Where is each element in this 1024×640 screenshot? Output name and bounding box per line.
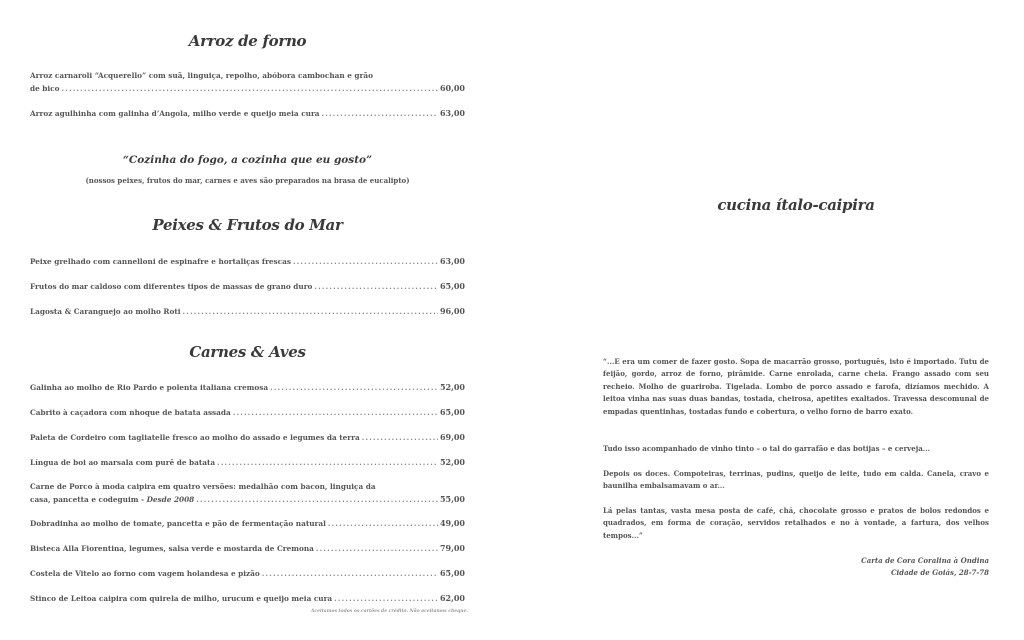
quote-paragraph: Depois os doces. Compoteiras, terrinas, pudins, queijo de leite, tudo em calda. Canela, cravo e baunilha embalsamavam o ar... — [603, 469, 989, 491]
menu-item-price: 63,00 — [439, 108, 465, 118]
menu-item-price: 49,00 — [439, 518, 465, 528]
menu-item-price: 55,00 — [439, 494, 465, 504]
menu-item-name: Stinco de Leitoa caipira com quirela de milho, urucum e queijo meia cura — [30, 594, 333, 603]
leader-dots — [316, 543, 438, 555]
menu-item-name: Frutos do mar caldoso com diferentes tipos de massas de grano duro — [30, 282, 313, 291]
menu-item-name: Peixe grelhado com cannelloni de espinafre e hortaliças frescas — [30, 257, 291, 266]
quote-paragraph: Lá pelas tantas, vasta mesa posta de café, chá, chocolate grosso e pratos de bolos redondos e quadrados, em forma de coração, servidos retalhados e no à vontade, a fartura, dos velhos tempos...” — [603, 506, 989, 540]
menu-item-name: Língua de boi ao marsala com purê de batata — [30, 458, 216, 467]
section-title-peixes: Peixes & Frutos do Mar — [152, 216, 343, 234]
leader-dots — [328, 518, 438, 530]
leader-dots — [183, 306, 438, 318]
menu-item-name: Paleta de Cordeiro com tagliatelle fresco ao molho do assado e legumes da terra — [30, 433, 360, 442]
leader-dots — [196, 494, 438, 506]
menu-item — [30, 431, 465, 444]
menu-item — [30, 305, 465, 318]
menu-item — [30, 107, 465, 120]
menu-item-price: 52,00 — [439, 382, 465, 392]
menu-item-price: 60,00 — [439, 83, 465, 93]
menu-item-price: 65,00 — [439, 407, 465, 417]
leader-dots — [334, 593, 438, 605]
menu-item-price: 52,00 — [439, 457, 465, 467]
menu-item-name: Carne de Porco à moda caipira em quatro versões: medalhão com bacon, linguiça da — [30, 482, 376, 491]
menu-item-name: Lagosta & Caranguejo ao molho Roti — [30, 307, 181, 316]
menu-item-price: 69,00 — [439, 432, 465, 442]
menu-item-price: 63,00 — [439, 256, 465, 266]
menu-item — [30, 406, 465, 419]
leader-dots — [262, 568, 438, 580]
menu-item-price: 65,00 — [439, 281, 465, 291]
menu-item — [30, 255, 465, 268]
menu-item — [30, 481, 465, 506]
leader-dots — [293, 256, 438, 268]
menu-item-price: 96,00 — [439, 306, 465, 316]
leader-dots — [217, 457, 438, 469]
quote-paragraph: Tudo isso acompanhado de vinho tinto – o tal do garrafão e das botijas – e cerveja... — [603, 444, 931, 453]
menu-item-name: Dobradinha ao molho de tomate, pancetta e pão de fermentação natural — [30, 519, 326, 528]
since-label: Desde 2008 — [146, 495, 195, 504]
menu-item-name: Galinha ao molho de Rio Pardo e polenta italiana cremosa — [30, 383, 269, 392]
menu-item — [30, 280, 465, 293]
menu-item — [30, 381, 465, 394]
menu-item — [30, 517, 465, 530]
menu-item-name-cont: casa, pancetta e codeguim - Desde 2008 — [30, 495, 195, 504]
leader-dots — [314, 281, 438, 293]
signature-line: Carta de Cora Coralina à Ondina — [861, 556, 989, 565]
leader-dots — [270, 382, 438, 394]
menu-item-price: 65,00 — [439, 568, 465, 578]
menu-item-name: Arroz agulhinha com galinha d’Angola, milho verde e queijo meia cura — [30, 109, 320, 118]
menu-item-name: Arroz carnaroli “Acquerello” com suã, linguiça, repolho, abóbora cambochan e grão — [30, 71, 373, 80]
menu-item-price: 62,00 — [439, 593, 465, 603]
section-title-arroz: Arroz de forno — [188, 32, 307, 50]
quote-paragraph: “...E era um comer de fazer gosto. Sopa de macarrão grosso, português, isto é importado. Tutu de feijão, gordo, arroz de forno, pirâmide. Carne enrolada, carne cheia. Frango assado com seu recheio. Molho de guariroba. Tigelada. Lombo de porco assado e farofa, dizíamos mechido. A leitoa vinha nas suas duas bandas, tostada, cheirosa, apetites exaltados. Travessa descomunal de empadas quentinhas, tostadas fundo e cobertura, o velho forno de barro exato. — [603, 357, 989, 416]
right-page-title: cucina ítalo-caipira — [717, 196, 875, 214]
menu-item — [30, 70, 465, 95]
menu-item-name: Costela de Vitelo ao forno com vagem holandesa e pizão — [30, 569, 260, 578]
menu-item-name: Bisteca Alla Fiorentina, legumes, salsa verde e mostarda de Cremona — [30, 544, 314, 553]
menu-item-price: 79,00 — [439, 543, 465, 553]
section-title-carnes: Carnes & Aves — [189, 343, 306, 361]
leader-dots — [362, 432, 438, 444]
menu-item-name: Cabrito à caçadora com nhoque de batata assada — [30, 408, 231, 417]
menu-item — [30, 456, 465, 469]
leader-dots — [233, 407, 438, 419]
leader-dots — [322, 108, 438, 120]
menu-item-name-cont: de bico — [30, 84, 60, 93]
payment-footnote: Aceitamos todos os cartões de crédito. Não aceitamos cheque. — [310, 609, 468, 614]
quote-title: “Cozinha do fogo, a cozinha que eu gosto” — [122, 154, 373, 166]
quote-subtitle: (nossos peixes, frutos do mar, carnes e aves são preparados na brasa de eucalipto) — [85, 176, 410, 185]
menu-item — [30, 542, 465, 555]
menu-item — [30, 592, 465, 605]
menu-item — [30, 567, 465, 580]
signature-place-date: Cidade de Goiás, 28-7-78 — [890, 568, 989, 577]
leader-dots — [61, 83, 437, 95]
